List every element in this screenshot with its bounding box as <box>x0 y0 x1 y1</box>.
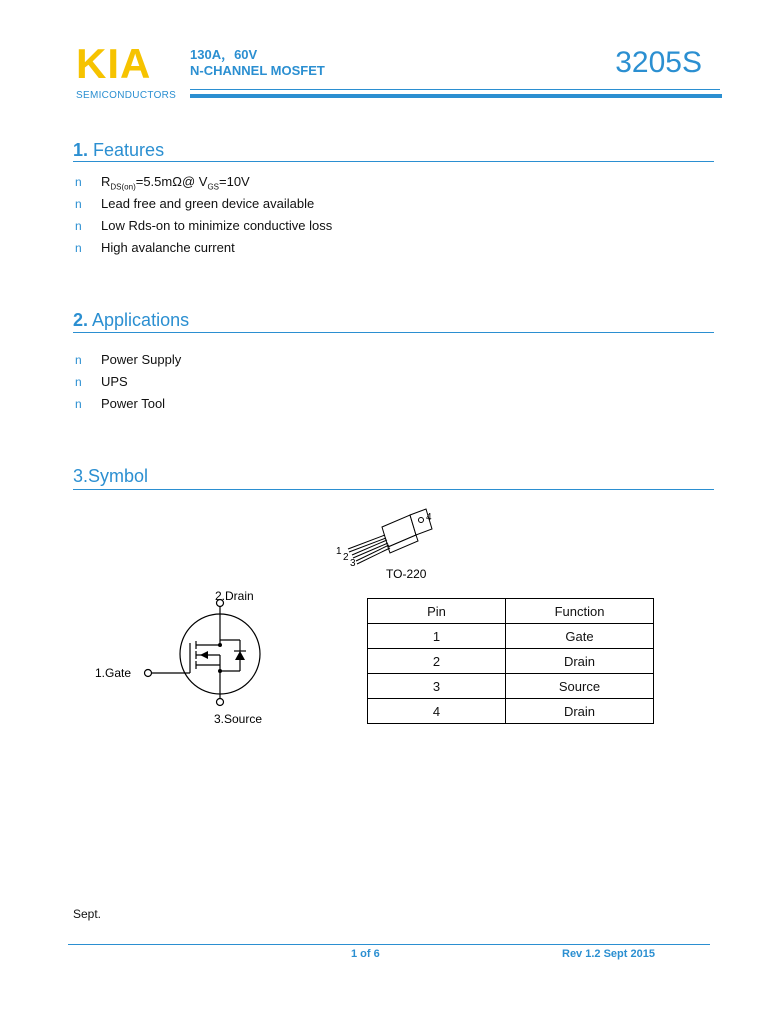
applications-number: 2. <box>73 310 89 330</box>
table-row <box>368 699 654 724</box>
table-row <box>368 624 654 649</box>
pin-cell: 1 <box>368 624 506 649</box>
pkg-pin-4-label: 4 <box>426 512 432 523</box>
device-type: N-CHANNEL MOSFET <box>190 63 325 78</box>
device-rating: 130A，60V <box>190 47 258 62</box>
drain-label: 2.Drain <box>215 589 254 603</box>
symbol-title: 3.Symbol <box>73 466 149 486</box>
pin-function-table <box>367 598 654 724</box>
applications-heading <box>73 310 189 331</box>
pkg-pin-3-label: 3 <box>350 558 356 569</box>
gate-label: 1.Gate <box>95 666 132 680</box>
bullet-icon: n <box>75 241 82 255</box>
applications-rule <box>73 332 714 333</box>
application-text: Power Tool <box>101 396 166 411</box>
page-number: 1 of 6 <box>351 948 380 960</box>
header-divider-thick <box>190 94 722 98</box>
header-divider-thin <box>190 89 720 90</box>
features-number: 1. <box>73 140 89 160</box>
rdson-spec: $R_{DS(on)}=5.5m\Omega@$ $V_{GS}=10V$ <box>101 174 250 192</box>
pkg-pin-1-label: 1 <box>336 546 342 557</box>
company-logo: KIA <box>76 40 152 87</box>
to220-package-icon <box>330 505 440 585</box>
bullet-icon: n <box>75 219 82 233</box>
function-cell: Drain <box>506 699 654 724</box>
applications-title: Applications <box>92 310 190 330</box>
symbol-rule <box>73 489 714 490</box>
pin-cell: 4 <box>368 699 506 724</box>
application-text: UPS <box>101 374 128 389</box>
pin-column-header: Pin <box>368 599 506 624</box>
features-rule <box>73 161 714 162</box>
features-heading <box>73 140 164 161</box>
features-title: Features <box>93 140 165 160</box>
pin-cell: 3 <box>368 674 506 699</box>
source-label: 3.Source <box>214 712 263 726</box>
pkg-pin-2-label: 2 <box>343 552 349 563</box>
mosfet-symbol-icon <box>90 585 290 730</box>
function-column-header: Function <box>506 599 654 624</box>
function-cell: Gate <box>506 624 654 649</box>
footer-date: Sept. <box>73 907 102 921</box>
feature-text: Lead free and green device available <box>101 196 315 211</box>
table-row <box>368 674 654 699</box>
part-number: 3205S <box>615 46 702 79</box>
pin-cell: 2 <box>368 649 506 674</box>
bullet-icon: n <box>75 197 82 211</box>
package-name: TO-220 <box>386 567 427 581</box>
revision-info: Rev 1.2 Sept 2015 <box>562 948 655 960</box>
bullet-icon: n <box>75 397 82 411</box>
bullet-icon: n <box>75 375 82 389</box>
function-cell: Drain <box>506 649 654 674</box>
function-cell: Source <box>506 674 654 699</box>
bullet-icon: n <box>75 175 82 189</box>
feature-text: Low Rds-on to minimize conductive loss <box>101 218 333 233</box>
application-text: Power Supply <box>101 352 182 367</box>
bullet-icon: n <box>75 353 82 367</box>
table-header-row <box>368 599 654 624</box>
table-row <box>368 649 654 674</box>
company-subtitle: SEMICONDUCTORS <box>76 90 177 101</box>
feature-text: High avalanche current <box>101 240 235 255</box>
footer-rule <box>68 944 710 945</box>
